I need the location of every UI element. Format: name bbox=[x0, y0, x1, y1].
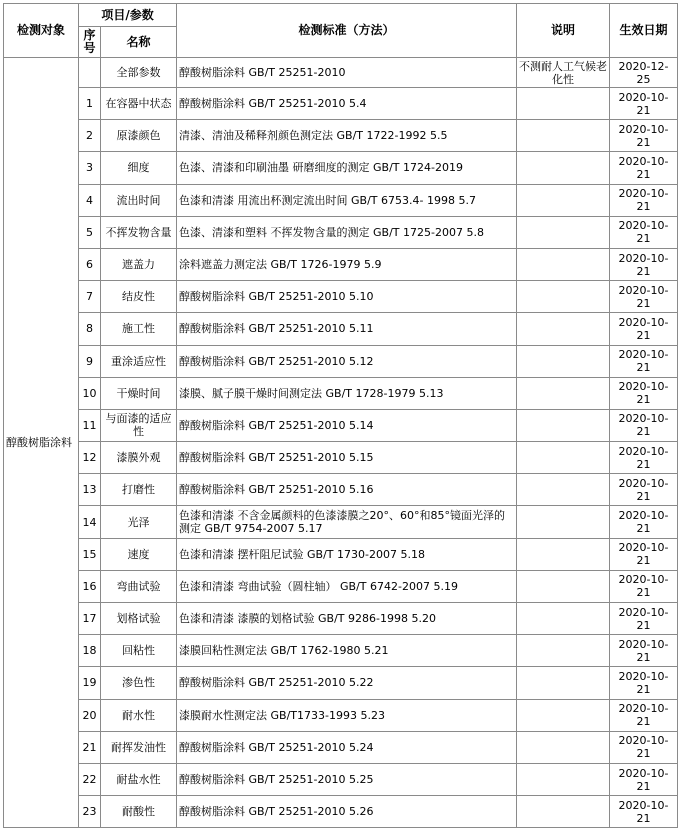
effective-date-cell: 2020-10-21 bbox=[610, 120, 678, 152]
seq-cell: 2 bbox=[79, 120, 101, 152]
item-name-cell: 漆膜外观 bbox=[101, 442, 177, 474]
table-row bbox=[4, 152, 678, 184]
table-row bbox=[4, 570, 678, 602]
effective-date-cell: 2020-10-21 bbox=[610, 603, 678, 635]
effective-date-cell: 2020-10-21 bbox=[610, 216, 678, 248]
item-name-cell: 遮盖力 bbox=[101, 248, 177, 280]
header-item-group: 项目/参数 bbox=[79, 4, 177, 27]
table-row bbox=[4, 409, 678, 441]
header-note: 说明 bbox=[517, 4, 610, 58]
standard-cell: 色漆和清漆 摆杆阻尼试验 GB/T 1730-2007 5.18 bbox=[177, 538, 517, 570]
effective-date-cell: 2020-10-21 bbox=[610, 699, 678, 731]
item-name-cell: 回粘性 bbox=[101, 635, 177, 667]
note-cell bbox=[517, 699, 610, 731]
table-row bbox=[4, 184, 678, 216]
effective-date-cell: 2020-10-21 bbox=[610, 409, 678, 441]
effective-date-cell: 2020-10-21 bbox=[610, 635, 678, 667]
note-cell bbox=[517, 603, 610, 635]
table-row bbox=[4, 538, 678, 570]
header-standard: 检测标准（方法） bbox=[177, 4, 517, 58]
standard-cell: 色漆和清漆 弯曲试验（圆柱轴） GB/T 6742-2007 5.19 bbox=[177, 570, 517, 602]
seq-cell: 7 bbox=[79, 281, 101, 313]
table-row bbox=[4, 281, 678, 313]
seq-cell: 14 bbox=[79, 506, 101, 538]
effective-date-cell: 2020-10-21 bbox=[610, 442, 678, 474]
seq-cell: 12 bbox=[79, 442, 101, 474]
seq-cell: 19 bbox=[79, 667, 101, 699]
note-cell bbox=[517, 313, 610, 345]
note-cell bbox=[517, 184, 610, 216]
standard-cell: 色漆、清漆和印刷油墨 研磨细度的测定 GB/T 1724-2019 bbox=[177, 152, 517, 184]
seq-cell: 1 bbox=[79, 88, 101, 120]
note-cell bbox=[517, 120, 610, 152]
seq-cell: 22 bbox=[79, 763, 101, 795]
note-cell bbox=[517, 635, 610, 667]
note-cell bbox=[517, 763, 610, 795]
table-row bbox=[4, 248, 678, 280]
effective-date-cell: 2020-10-21 bbox=[610, 377, 678, 409]
seq-cell: 16 bbox=[79, 570, 101, 602]
effective-date-cell: 2020-10-21 bbox=[610, 570, 678, 602]
standard-cell: 漆膜回粘性测定法 GB/T 1762-1980 5.21 bbox=[177, 635, 517, 667]
seq-cell: 18 bbox=[79, 635, 101, 667]
note-cell bbox=[517, 796, 610, 828]
table-row bbox=[4, 603, 678, 635]
table-row bbox=[4, 345, 678, 377]
item-name-cell: 耐盐水性 bbox=[101, 763, 177, 795]
effective-date-cell: 2020-10-21 bbox=[610, 313, 678, 345]
table-body bbox=[4, 58, 678, 828]
standard-cell: 醇酸树脂涂料 GB/T 25251-2010 5.24 bbox=[177, 731, 517, 763]
seq-cell: 17 bbox=[79, 603, 101, 635]
standard-cell: 醇酸树脂涂料 GB/T 25251-2010 5.26 bbox=[177, 796, 517, 828]
table-row bbox=[4, 313, 678, 345]
effective-date-cell: 2020-10-21 bbox=[610, 731, 678, 763]
effective-date-cell: 2020-10-21 bbox=[610, 506, 678, 538]
seq-cell: 11 bbox=[79, 409, 101, 441]
item-name-cell: 划格试验 bbox=[101, 603, 177, 635]
note-cell bbox=[517, 281, 610, 313]
standard-cell: 醇酸树脂涂料 GB/T 25251-2010 5.15 bbox=[177, 442, 517, 474]
standard-cell: 醇酸树脂涂料 GB/T 25251-2010 5.12 bbox=[177, 345, 517, 377]
note-cell bbox=[517, 731, 610, 763]
table-row bbox=[4, 796, 678, 828]
item-name-cell: 与面漆的适应性 bbox=[101, 409, 177, 441]
item-name-cell: 原漆颜色 bbox=[101, 120, 177, 152]
item-name-cell: 在容器中状态 bbox=[101, 88, 177, 120]
effective-date-cell: 2020-10-21 bbox=[610, 281, 678, 313]
note-cell bbox=[517, 216, 610, 248]
seq-cell: 4 bbox=[79, 184, 101, 216]
seq-cell bbox=[79, 58, 101, 88]
seq-cell: 13 bbox=[79, 474, 101, 506]
effective-date-cell: 2020-10-21 bbox=[610, 667, 678, 699]
standard-cell: 色漆和清漆 漆膜的划格试验 GB/T 9286-1998 5.20 bbox=[177, 603, 517, 635]
effective-date-cell: 2020-10-21 bbox=[610, 345, 678, 377]
table-row bbox=[4, 763, 678, 795]
item-name-cell: 结皮性 bbox=[101, 281, 177, 313]
seq-cell: 5 bbox=[79, 216, 101, 248]
item-name-cell: 渗色性 bbox=[101, 667, 177, 699]
note-cell bbox=[517, 442, 610, 474]
seq-cell: 21 bbox=[79, 731, 101, 763]
effective-date-cell: 2020-10-21 bbox=[610, 474, 678, 506]
note-cell bbox=[517, 474, 610, 506]
item-name-cell: 重涂适应性 bbox=[101, 345, 177, 377]
table-row bbox=[4, 635, 678, 667]
item-name-cell: 全部参数 bbox=[101, 58, 177, 88]
note-cell bbox=[517, 570, 610, 602]
item-name-cell: 耐水性 bbox=[101, 699, 177, 731]
effective-date-cell: 2020-10-21 bbox=[610, 538, 678, 570]
standard-cell: 醇酸树脂涂料 GB/T 25251-2010 5.14 bbox=[177, 409, 517, 441]
table-row bbox=[4, 120, 678, 152]
header-seq: 序号 bbox=[79, 27, 101, 58]
standard-cell: 醇酸树脂涂料 GB/T 25251-2010 5.25 bbox=[177, 763, 517, 795]
table-row bbox=[4, 58, 678, 88]
table-row bbox=[4, 216, 678, 248]
standard-cell: 醇酸树脂涂料 GB/T 25251-2010 5.11 bbox=[177, 313, 517, 345]
seq-cell: 8 bbox=[79, 313, 101, 345]
note-cell bbox=[517, 538, 610, 570]
table-row bbox=[4, 442, 678, 474]
seq-cell: 10 bbox=[79, 377, 101, 409]
effective-date-cell: 2020-10-21 bbox=[610, 152, 678, 184]
standard-cell: 涂料遮盖力测定法 GB/T 1726-1979 5.9 bbox=[177, 248, 517, 280]
item-name-cell: 不挥发物含量 bbox=[101, 216, 177, 248]
note-cell bbox=[517, 248, 610, 280]
table-row bbox=[4, 731, 678, 763]
header-name: 名称 bbox=[101, 27, 177, 58]
standard-cell: 醇酸树脂涂料 GB/T 25251-2010 5.4 bbox=[177, 88, 517, 120]
note-cell bbox=[517, 377, 610, 409]
note-cell bbox=[517, 506, 610, 538]
note-cell bbox=[517, 345, 610, 377]
item-name-cell: 打磨性 bbox=[101, 474, 177, 506]
standard-cell: 色漆和清漆 不含金属颜料的色漆漆膜之20°、60°和85°镜面光泽的测定 GB/T 9754-2007 5.17 bbox=[177, 506, 517, 538]
standard-cell: 醇酸树脂涂料 GB/T 25251-2010 5.10 bbox=[177, 281, 517, 313]
table-row bbox=[4, 88, 678, 120]
note-cell bbox=[517, 409, 610, 441]
table-row bbox=[4, 699, 678, 731]
test-object-cell: 醇酸树脂涂料 bbox=[4, 58, 79, 828]
effective-date-cell: 2020-10-21 bbox=[610, 248, 678, 280]
standard-cell: 漆膜耐水性测定法 GB/T1733-1993 5.23 bbox=[177, 699, 517, 731]
effective-date-cell: 2020-10-21 bbox=[610, 796, 678, 828]
standard-cell: 色漆和清漆 用流出杯测定流出时间 GB/T 6753.4- 1998 5.7 bbox=[177, 184, 517, 216]
standard-cell: 漆膜、腻子膜干燥时间测定法 GB/T 1728-1979 5.13 bbox=[177, 377, 517, 409]
item-name-cell: 光泽 bbox=[101, 506, 177, 538]
table-row bbox=[4, 667, 678, 699]
header-object: 检测对象 bbox=[4, 4, 79, 58]
item-name-cell: 施工性 bbox=[101, 313, 177, 345]
item-name-cell: 耐挥发油性 bbox=[101, 731, 177, 763]
seq-cell: 23 bbox=[79, 796, 101, 828]
effective-date-cell: 2020-10-21 bbox=[610, 88, 678, 120]
standard-cell: 醇酸树脂涂料 GB/T 25251-2010 bbox=[177, 58, 517, 88]
effective-date-cell: 2020-10-21 bbox=[610, 763, 678, 795]
standard-cell: 醇酸树脂涂料 GB/T 25251-2010 5.16 bbox=[177, 474, 517, 506]
standard-cell: 清漆、清油及稀释剂颜色测定法 GB/T 1722-1992 5.5 bbox=[177, 120, 517, 152]
note-cell bbox=[517, 152, 610, 184]
effective-date-cell: 2020-12-25 bbox=[610, 58, 678, 88]
seq-cell: 6 bbox=[79, 248, 101, 280]
item-name-cell: 弯曲试验 bbox=[101, 570, 177, 602]
item-name-cell: 细度 bbox=[101, 152, 177, 184]
standards-table bbox=[3, 3, 678, 828]
item-name-cell: 速度 bbox=[101, 538, 177, 570]
note-cell bbox=[517, 667, 610, 699]
seq-cell: 20 bbox=[79, 699, 101, 731]
note-cell: 不测耐人工气候老化性 bbox=[517, 58, 610, 88]
standard-cell: 醇酸树脂涂料 GB/T 25251-2010 5.22 bbox=[177, 667, 517, 699]
header-date: 生效日期 bbox=[610, 4, 678, 58]
item-name-cell: 干燥时间 bbox=[101, 377, 177, 409]
standard-cell: 色漆、清漆和塑料 不挥发物含量的测定 GB/T 1725-2007 5.8 bbox=[177, 216, 517, 248]
table-row bbox=[4, 506, 678, 538]
effective-date-cell: 2020-10-21 bbox=[610, 184, 678, 216]
item-name-cell: 流出时间 bbox=[101, 184, 177, 216]
note-cell bbox=[517, 88, 610, 120]
item-name-cell: 耐酸性 bbox=[101, 796, 177, 828]
seq-cell: 9 bbox=[79, 345, 101, 377]
table-row bbox=[4, 377, 678, 409]
seq-cell: 3 bbox=[79, 152, 101, 184]
table-row bbox=[4, 474, 678, 506]
seq-cell: 15 bbox=[79, 538, 101, 570]
